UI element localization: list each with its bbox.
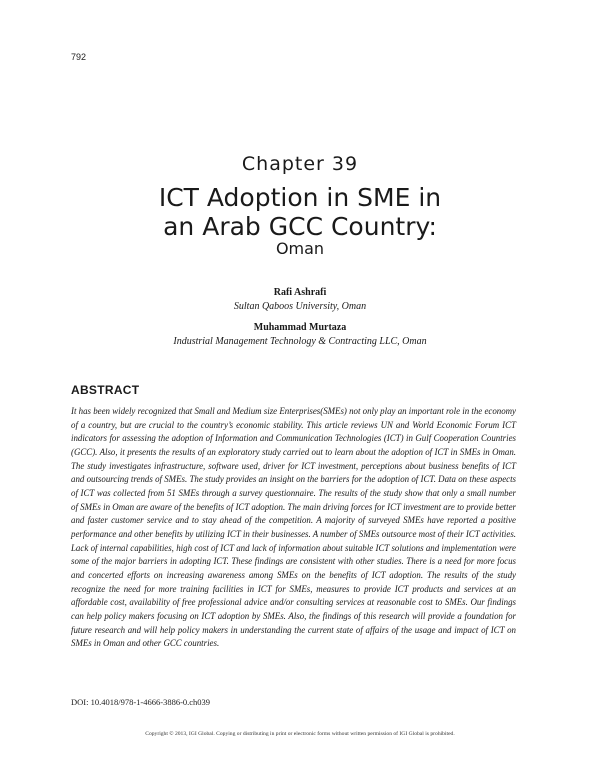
author-affiliation: Sultan Qaboos University, Oman bbox=[233, 301, 367, 312]
author-name: Rafi Ashrafi bbox=[273, 287, 327, 298]
chapter-title bbox=[0, 183, 600, 241]
chapter-label: Chapter 39 bbox=[241, 153, 359, 175]
abstract-heading: ABSTRACT bbox=[71, 383, 140, 397]
abstract-text: It has been widely recognized that Small and Medium size Enterprises(SMEs) not only play an important role in the economy of a country, but are crucial to the country’s economic stability. This article reviews UN and World Economic Forum ICT indicators for assessing the adoption of Information and Communication Technologies (ICT) in Gulf Cooperation Countries (GCC). Also, it presents the results of an exploratory study carried out to learn about the adoption of ICT in SMEs in Oman. The study investigates infrastructure, software used, driver for ICT investment, perceptions about business benefits of ICT and outsourcing trends of SMEs. The study provides an insight on the barriers for the adoption of ICT. Data on these aspects of ICT was collected from 51 SMEs through a survey questionnaire. The results of the study show that only a small number of SMEs in Oman are aware of the benefits of ICT adoption. The main driving forces for ICT investment are to provide better and faster customer service and to stay ahead of the competition. A majority of surveyed SMEs have reported a positive performance and other benefits by utilizing ICT in their businesses. A number of SMEs outsource most of their ICT activities. Lack of internal capabilities, high cost of ICT and lack of information about suitable ICT solutions and implementation were some of the major barriers in adopting ICT. These findings are consistent with other studies. There is a need for more focus and concerted efforts on increasing awareness among SMEs on the benefits of ICT adoption. The results of the study recognize the need for more training facilities in ICT for SMEs, measures to provide ICT products and services at an affordable cost, availability of free professional advice and/or consulting services at reasonable cost to SMEs. Our findings can help policy makers focusing on ICT adoption by SMEs. Also, the findings of this research will provide a foundation for future research and will help policy makers in understanding the current state of affairs of the usage and impact of ICT on SMEs in Oman and other GCC countries. bbox=[71, 406, 516, 649]
author-affiliation: Industrial Management Technology & Contracting LLC, Oman bbox=[173, 336, 427, 347]
page-number: 792 bbox=[71, 52, 87, 62]
copyright-notice: Copyright © 2013, IGI Global. Copying or distributing in print or electronic forms without written permission of IGI Global is prohibited. bbox=[145, 731, 455, 737]
author-1 bbox=[0, 286, 600, 314]
author-name: Muhammad Murtaza bbox=[253, 322, 347, 333]
chapter-subtitle: Oman bbox=[275, 239, 325, 258]
title-line-2: an Arab GCC Country: bbox=[163, 212, 437, 241]
author-2 bbox=[0, 321, 600, 349]
title-line-1: ICT Adoption in SME in bbox=[158, 183, 442, 212]
doi: DOI: 10.4018/978-1-4666-3886-0.ch039 bbox=[71, 697, 211, 707]
